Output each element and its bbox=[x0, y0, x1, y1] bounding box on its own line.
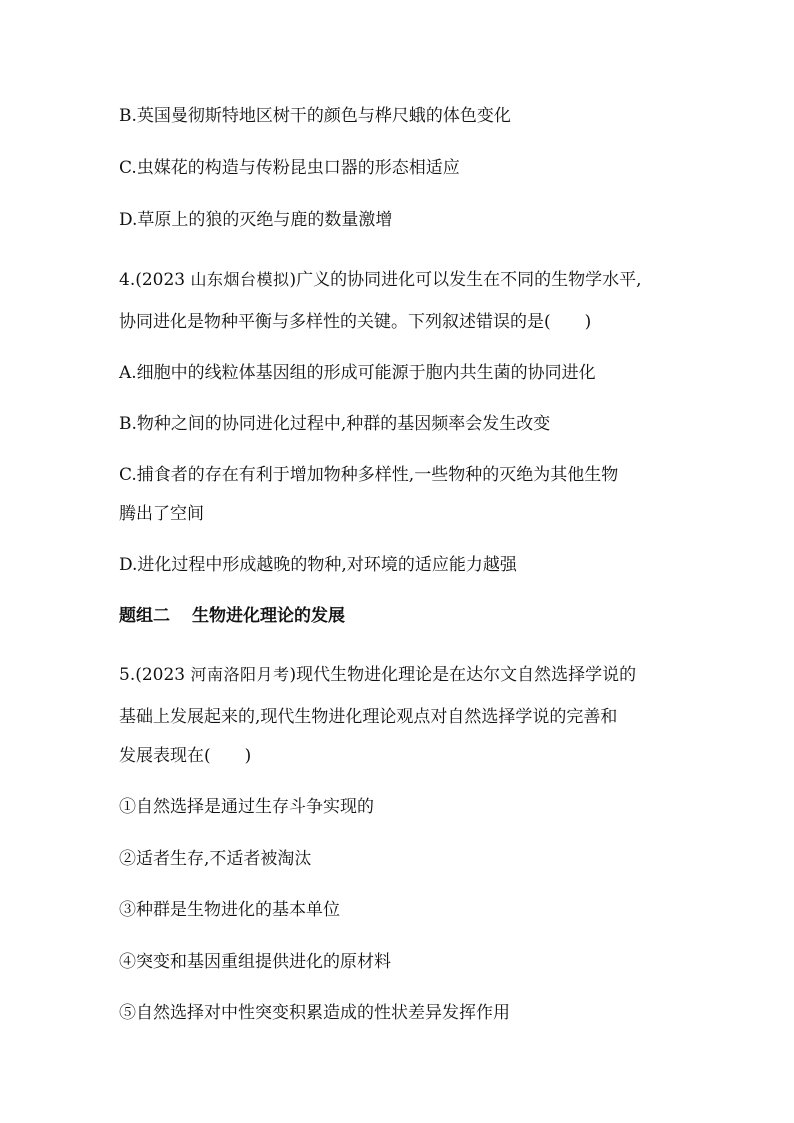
q4-stem-rest: )广义的协同进化可以发生在不同的生物学水平, bbox=[289, 270, 642, 290]
q4-option-a: A.细胞中的线粒体基因组的形成可能源于胞内共生菌的协同进化 bbox=[119, 363, 596, 383]
q5-item-5: ⑤自然选择对中性突变积累造成的性状差异发挥作用 bbox=[119, 1003, 510, 1023]
q5-stem-text: 发展表现在( bbox=[119, 746, 211, 766]
q5-item-3: ③种群是生物进化的基本单位 bbox=[119, 900, 340, 920]
q5-number: 5.(2023 bbox=[119, 665, 191, 685]
q5-source: 河南洛阳月考 bbox=[190, 665, 290, 684]
q4-option-b: B.物种之间的协同进化过程中,种群的基因频率会发生改变 bbox=[119, 414, 551, 434]
q5-stem-line3 bbox=[119, 744, 251, 768]
q4-option-d: D.进化过程中形成越晚的物种,对环境的适应能力越强 bbox=[119, 555, 517, 575]
q5-item-1: ①自然选择是通过生存斗争实现的 bbox=[119, 797, 374, 817]
section-label: 题组二 bbox=[119, 606, 170, 626]
q5-stem-close: ) bbox=[244, 746, 252, 766]
q4-stem-line2 bbox=[119, 310, 591, 334]
q5-stem-line2: 基础上发展起来的,现代生物进化理论观点对自然选择学说的完善和 bbox=[119, 707, 618, 727]
q4-stem-close: ) bbox=[584, 312, 592, 332]
q4-option-c-line1: C.捕食者的存在有利于增加物种多样性,一些物种的灭绝为其他生物 bbox=[119, 465, 619, 485]
q5-stem-line1 bbox=[119, 663, 636, 687]
q4-option-c-line2: 腾出了空间 bbox=[119, 504, 204, 524]
q4-source: 山东烟台模拟 bbox=[190, 270, 290, 289]
q5-item-4: ④突变和基因重组提供进化的原材料 bbox=[119, 952, 391, 972]
q3-option-d: D.草原上的狼的灭绝与鹿的数量激增 bbox=[119, 210, 393, 230]
q3-option-c: C.虫媒花的构造与传粉昆虫口器的形态相适应 bbox=[119, 158, 460, 178]
section-heading bbox=[119, 604, 345, 628]
q5-item-2: ②适者生存,不适者被淘汰 bbox=[119, 849, 312, 869]
q3-option-b: B.英国曼彻斯特地区树干的颜色与桦尺蛾的体色变化 bbox=[119, 106, 511, 126]
q4-stem-text: 协同进化是物种平衡与多样性的关键。下列叙述错误的是( bbox=[119, 312, 551, 332]
section-title: 生物进化理论的发展 bbox=[192, 606, 345, 626]
q4-stem-line1 bbox=[119, 268, 642, 292]
q4-number: 4.(2023 bbox=[119, 270, 191, 290]
q5-stem-rest: )现代生物进化理论是在达尔文自然选择学说的 bbox=[289, 665, 637, 685]
